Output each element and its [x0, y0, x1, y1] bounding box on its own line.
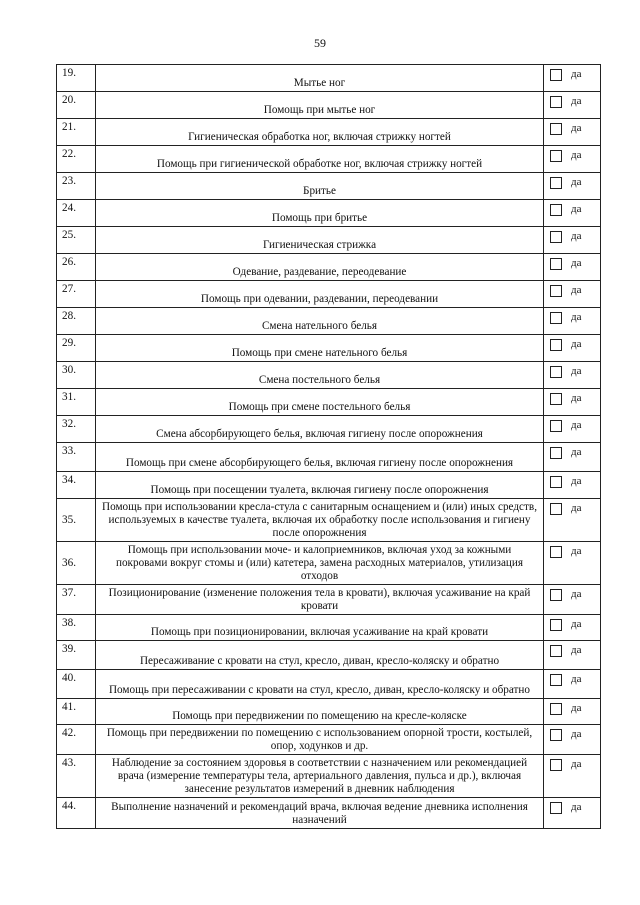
table-row [57, 472, 601, 499]
service-description: Пересаживание с кровати на стул, кресло, диван, кресло-коляску и обратно [96, 641, 544, 670]
service-description: Помощь при мытье ног [96, 92, 544, 119]
row-number: 21. [57, 119, 96, 146]
yes-label: да [571, 644, 582, 656]
table-row [57, 362, 601, 389]
row-number: 39. [57, 641, 96, 670]
yes-checkbox[interactable] [550, 393, 562, 405]
answer-cell [544, 499, 601, 542]
service-description: Помощь при смене абсорбирующего белья, включая гигиену после опорожнения [96, 443, 544, 472]
answer-cell [544, 472, 601, 499]
answer-cell [544, 725, 601, 755]
row-number: 32. [57, 416, 96, 443]
answer-cell [544, 308, 601, 335]
yes-label: да [571, 545, 582, 557]
service-description: Наблюдение за состоянием здоровья в соответствии с назначением или рекомендацией врача (измерение температуры тела, артериального давления, пульса и др.), включая занесение результатов измерений в дневник наблюдения [96, 755, 544, 798]
row-number: 35. [57, 499, 96, 542]
table-row [57, 146, 601, 173]
row-number: 20. [57, 92, 96, 119]
yes-label: да [571, 176, 582, 188]
yes-checkbox[interactable] [550, 645, 562, 657]
row-number: 34. [57, 472, 96, 499]
service-description: Помощь при смене нательного белья [96, 335, 544, 362]
row-number: 37. [57, 585, 96, 615]
yes-checkbox[interactable] [550, 285, 562, 297]
service-description: Гигиеническая стрижка [96, 227, 544, 254]
table-row [57, 308, 601, 335]
answer-cell [544, 443, 601, 472]
table-row [57, 615, 601, 641]
answer-cell [544, 92, 601, 119]
yes-checkbox[interactable] [550, 258, 562, 270]
row-number: 42. [57, 725, 96, 755]
row-number: 23. [57, 173, 96, 200]
row-number: 24. [57, 200, 96, 227]
service-description: Мытье ног [96, 65, 544, 92]
yes-label: да [571, 673, 582, 685]
yes-label: да [571, 95, 582, 107]
service-description: Помощь при передвижении по помещению с использованием опорной трости, костылей, опор, ходунков и др. [96, 725, 544, 755]
yes-checkbox[interactable] [550, 69, 562, 81]
row-number: 27. [57, 281, 96, 308]
table-row [57, 443, 601, 472]
row-number: 31. [57, 389, 96, 416]
row-number: 25. [57, 227, 96, 254]
answer-cell [544, 416, 601, 443]
yes-label: да [571, 230, 582, 242]
answer-cell [544, 173, 601, 200]
service-description: Помощь при гигиенической обработке ног, включая стрижку ногтей [96, 146, 544, 173]
table-row [57, 92, 601, 119]
answer-cell [544, 699, 601, 725]
answer-cell [544, 335, 601, 362]
row-number: 36. [57, 542, 96, 585]
yes-checkbox[interactable] [550, 312, 562, 324]
yes-label: да [571, 68, 582, 80]
yes-label: да [571, 203, 582, 215]
service-description: Помощь при использовании кресла-стула с санитарным оснащением и (или) иных средств, используемых в качестве туалета, включая их обработку после использования и гигиену после опорожнения [96, 499, 544, 542]
yes-label: да [571, 149, 582, 161]
answer-cell [544, 755, 601, 798]
answer-cell [544, 254, 601, 281]
page-number: 59 [314, 36, 326, 50]
answer-cell [544, 670, 601, 699]
service-description: Бритье [96, 173, 544, 200]
table-body [57, 65, 601, 829]
yes-label: да [571, 702, 582, 714]
yes-checkbox[interactable] [550, 96, 562, 108]
service-description: Помощь при посещении туалета, включая гигиену после опорожнения [96, 472, 544, 499]
table-row [57, 227, 601, 254]
service-description: Помощь при передвижении по помещению на кресле-коляске [96, 699, 544, 725]
answer-cell [544, 65, 601, 92]
yes-label: да [571, 618, 582, 630]
yes-checkbox[interactable] [550, 339, 562, 351]
table-row [57, 670, 601, 699]
yes-label: да [571, 392, 582, 404]
row-number: 44. [57, 798, 96, 829]
answer-cell [544, 585, 601, 615]
row-number: 43. [57, 755, 96, 798]
row-number: 38. [57, 615, 96, 641]
table-row [57, 200, 601, 227]
yes-label: да [571, 446, 582, 458]
yes-checkbox[interactable] [550, 703, 562, 715]
service-description: Смена нательного белья [96, 308, 544, 335]
yes-checkbox[interactable] [550, 447, 562, 459]
row-number: 41. [57, 699, 96, 725]
yes-checkbox[interactable] [550, 231, 562, 243]
answer-cell [544, 615, 601, 641]
answer-cell [544, 362, 601, 389]
answer-cell [544, 641, 601, 670]
yes-label: да [571, 502, 582, 514]
table-row [57, 542, 601, 585]
yes-label: да [571, 758, 582, 770]
answer-cell [544, 146, 601, 173]
row-number: 33. [57, 443, 96, 472]
answer-cell [544, 389, 601, 416]
yes-label: да [571, 419, 582, 431]
yes-checkbox[interactable] [550, 476, 562, 488]
table-row [57, 755, 601, 798]
yes-checkbox[interactable] [550, 150, 562, 162]
yes-label: да [571, 311, 582, 323]
yes-label: да [571, 728, 582, 740]
yes-checkbox[interactable] [550, 420, 562, 432]
answer-cell [544, 119, 601, 146]
yes-label: да [571, 801, 582, 813]
yes-checkbox[interactable] [550, 619, 562, 631]
yes-label: да [571, 338, 582, 350]
yes-label: да [571, 122, 582, 134]
yes-label: да [571, 365, 582, 377]
row-number: 28. [57, 308, 96, 335]
answer-cell [544, 281, 601, 308]
yes-checkbox[interactable] [550, 503, 562, 515]
service-description: Гигиеническая обработка ног, включая стрижку ногтей [96, 119, 544, 146]
table-row [57, 173, 601, 200]
table-row [57, 335, 601, 362]
yes-label: да [571, 257, 582, 269]
service-description: Смена абсорбирующего белья, включая гигиену после опорожнения [96, 416, 544, 443]
answer-cell [544, 227, 601, 254]
yes-checkbox[interactable] [550, 177, 562, 189]
service-description: Помощь при использовании моче- и калоприемников, включая уход за кожными покровами вокруг стомы и (или) катетера, замена расходных материалов, утилизация отходов [96, 542, 544, 585]
table-row [57, 699, 601, 725]
table-row [57, 499, 601, 542]
answer-cell [544, 542, 601, 585]
service-description: Помощь при смене постельного белья [96, 389, 544, 416]
yes-checkbox[interactable] [550, 589, 562, 601]
service-description: Выполнение назначений и рекомендаций врача, включая ведение дневника исполнения назначений [96, 798, 544, 829]
table-row [57, 389, 601, 416]
table-row [57, 585, 601, 615]
service-description: Одевание, раздевание, переодевание [96, 254, 544, 281]
yes-checkbox[interactable] [550, 759, 562, 771]
answer-cell [544, 798, 601, 829]
table-row [57, 725, 601, 755]
yes-checkbox[interactable] [550, 123, 562, 135]
row-number: 29. [57, 335, 96, 362]
table-row [57, 65, 601, 92]
row-number: 19. [57, 65, 96, 92]
yes-label: да [571, 588, 582, 600]
service-description: Позиционирование (изменение положения тела в кровати), включая усаживание на край кровати [96, 585, 544, 615]
table-row [57, 641, 601, 670]
services-checklist-table [56, 64, 601, 829]
table-row [57, 416, 601, 443]
yes-checkbox[interactable] [550, 366, 562, 378]
answer-cell [544, 200, 601, 227]
service-description: Помощь при одевании, раздевании, переодевании [96, 281, 544, 308]
row-number: 22. [57, 146, 96, 173]
row-number: 40. [57, 670, 96, 699]
row-number: 26. [57, 254, 96, 281]
yes-label: да [571, 475, 582, 487]
table-row [57, 798, 601, 829]
yes-checkbox[interactable] [550, 729, 562, 741]
service-description: Помощь при пересаживании с кровати на стул, кресло, диван, кресло-коляску и обратно [96, 670, 544, 699]
service-description: Помощь при позиционировании, включая усаживание на край кровати [96, 615, 544, 641]
yes-checkbox[interactable] [550, 674, 562, 686]
yes-label: да [571, 284, 582, 296]
row-number: 30. [57, 362, 96, 389]
service-description: Смена постельного белья [96, 362, 544, 389]
yes-checkbox[interactable] [550, 802, 562, 814]
yes-checkbox[interactable] [550, 546, 562, 558]
table-row [57, 281, 601, 308]
yes-checkbox[interactable] [550, 204, 562, 216]
table-row [57, 119, 601, 146]
table-row [57, 254, 601, 281]
service-description: Помощь при бритье [96, 200, 544, 227]
